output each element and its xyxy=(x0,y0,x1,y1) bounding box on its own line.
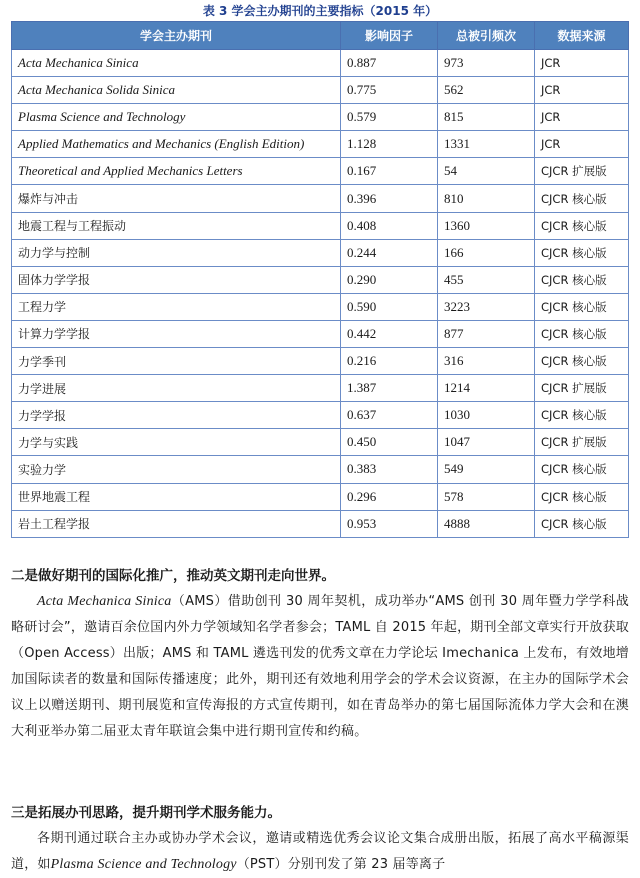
data-source-cell: CJCR 核心版 xyxy=(535,212,629,239)
header-journal: 学会主办期刊 xyxy=(12,22,341,50)
table-row xyxy=(12,50,629,77)
impact-factor-cell: 0.296 xyxy=(341,483,438,510)
paragraph xyxy=(11,589,629,745)
paragraph xyxy=(11,826,629,878)
journal-name-cell: 力学进展 xyxy=(12,375,341,402)
citations-cell: 973 xyxy=(438,50,535,77)
citations-cell: 4888 xyxy=(438,510,535,537)
citations-cell: 1360 xyxy=(438,212,535,239)
impact-factor-cell: 0.383 xyxy=(341,456,438,483)
data-source-cell: CJCR 核心版 xyxy=(535,348,629,375)
journal-name-cell: 动力学与控制 xyxy=(12,239,341,266)
table-row xyxy=(12,483,629,510)
table-row xyxy=(12,185,629,212)
journal-name-cell: Theoretical and Applied Mechanics Letters xyxy=(12,158,341,185)
journal-name-cell: 力学学报 xyxy=(12,402,341,429)
journal-metrics-table xyxy=(11,21,629,538)
table-row xyxy=(12,77,629,104)
journal-name-cell: 世界地震工程 xyxy=(12,483,341,510)
data-source-cell: CJCR 核心版 xyxy=(535,239,629,266)
citations-cell: 1331 xyxy=(438,131,535,158)
data-source-cell: JCR xyxy=(535,77,629,104)
table-header-row xyxy=(12,22,629,50)
header-impact-factor: 影响因子 xyxy=(341,22,438,50)
journal-title-en: Acta Mechanica Sinica xyxy=(37,594,172,609)
data-source-cell: JCR xyxy=(535,104,629,131)
journal-name-cell: 实验力学 xyxy=(12,456,341,483)
table-row xyxy=(12,375,629,402)
data-source-cell: CJCR 核心版 xyxy=(535,293,629,320)
impact-factor-cell: 0.442 xyxy=(341,320,438,347)
journal-name-cell: 工程力学 xyxy=(12,293,341,320)
journal-name-cell: 岩土工程学报 xyxy=(12,510,341,537)
citations-cell: 3223 xyxy=(438,293,535,320)
data-source-cell: CJCR 核心版 xyxy=(535,456,629,483)
journal-name-cell: Acta Mechanica Solida Sinica xyxy=(12,77,341,104)
data-source-cell: JCR xyxy=(535,131,629,158)
impact-factor-cell: 0.637 xyxy=(341,402,438,429)
data-source-cell: CJCR 扩展版 xyxy=(535,375,629,402)
citations-cell: 815 xyxy=(438,104,535,131)
journal-name-cell: Applied Mathematics and Mechanics (English Edition) xyxy=(12,131,341,158)
impact-factor-cell: 0.450 xyxy=(341,429,438,456)
journal-name-cell: Plasma Science and Technology xyxy=(12,104,341,131)
table-row xyxy=(12,104,629,131)
section-heading: 三是拓展办刊思路，提升期刊学术服务能力。 xyxy=(11,805,281,821)
impact-factor-cell: 0.579 xyxy=(341,104,438,131)
section-heading: 二是做好期刊的国际化推广，推动英文期刊走向世界。 xyxy=(11,568,335,584)
data-source-cell: CJCR 核心版 xyxy=(535,483,629,510)
impact-factor-cell: 1.387 xyxy=(341,375,438,402)
citations-cell: 455 xyxy=(438,266,535,293)
paragraph-text: 各期刊通过联合主办或协办学术会议，邀请或精选优秀会议论文集合成册出版，拓展了高水平稿源渠道，如 xyxy=(11,831,629,872)
citations-cell: 316 xyxy=(438,348,535,375)
table-row xyxy=(12,348,629,375)
citations-cell: 578 xyxy=(438,483,535,510)
section-international xyxy=(11,563,629,745)
impact-factor-cell: 0.290 xyxy=(341,266,438,293)
data-source-cell: CJCR 扩展版 xyxy=(535,429,629,456)
citations-cell: 562 xyxy=(438,77,535,104)
paragraph-text: （PST）分别刊发了第 23 届等离子 xyxy=(236,857,446,872)
impact-factor-cell: 0.167 xyxy=(341,158,438,185)
data-source-cell: CJCR 扩展版 xyxy=(535,158,629,185)
table-caption: 表 3 学会主办期刊的主要指标（2015 年） xyxy=(202,4,438,18)
journal-name-cell: 计算力学学报 xyxy=(12,320,341,347)
citations-cell: 877 xyxy=(438,320,535,347)
data-source-cell: CJCR 核心版 xyxy=(535,510,629,537)
data-source-cell: CJCR 核心版 xyxy=(535,266,629,293)
data-source-cell: CJCR 核心版 xyxy=(535,185,629,212)
table-row xyxy=(12,320,629,347)
table-row xyxy=(12,212,629,239)
impact-factor-cell: 0.775 xyxy=(341,77,438,104)
impact-factor-cell: 0.396 xyxy=(341,185,438,212)
journal-name-cell: Acta Mechanica Sinica xyxy=(12,50,341,77)
journal-name-cell: 力学季刊 xyxy=(12,348,341,375)
journal-name-cell: 力学与实践 xyxy=(12,429,341,456)
table-row xyxy=(12,293,629,320)
table-row xyxy=(12,239,629,266)
citations-cell: 1030 xyxy=(438,402,535,429)
impact-factor-cell: 0.408 xyxy=(341,212,438,239)
impact-factor-cell: 0.887 xyxy=(341,50,438,77)
journal-name-cell: 地震工程与工程振动 xyxy=(12,212,341,239)
header-total-citations: 总被引频次 xyxy=(438,22,535,50)
table-row xyxy=(12,158,629,185)
table-row xyxy=(12,456,629,483)
table-row xyxy=(12,131,629,158)
citations-cell: 549 xyxy=(438,456,535,483)
citations-cell: 166 xyxy=(438,239,535,266)
impact-factor-cell: 1.128 xyxy=(341,131,438,158)
impact-factor-cell: 0.953 xyxy=(341,510,438,537)
paragraph-text: （AMS）借助创刊 30 周年契机，成功举办“AMS 创刊 30 周年暨力学学科战略研讨会”，邀请百余位国内外力学领域知名学者参会；TAML 自 2015 年起，期刊全部文章实行开放获取（Open Access）出版；AMS 和 TAML 遴选刊发的优秀文章在力学论坛 Imechanica 上发布，有效地增加国际读者的数量和国际传播速度；此外，期刊还有效地利用学会的学术会议资源，在主办的国际学术会议上以赠送期刊、期刊展览和宣传海报的方式宣传期刊，如在青岛举办的第七届国际流体力学大会和在澳大利亚举办第二届亚太青年联谊会集中进行期刊宣传和约稿。 xyxy=(11,594,629,739)
journal-name-cell: 固体力学学报 xyxy=(12,266,341,293)
citations-cell: 54 xyxy=(438,158,535,185)
citations-cell: 810 xyxy=(438,185,535,212)
table-row xyxy=(12,266,629,293)
data-source-cell: JCR xyxy=(535,50,629,77)
data-source-cell: CJCR 核心版 xyxy=(535,320,629,347)
impact-factor-cell: 0.216 xyxy=(341,348,438,375)
header-data-source: 数据来源 xyxy=(535,22,629,50)
journal-title-en: Plasma Science and Technology xyxy=(50,857,237,872)
section-service xyxy=(11,800,629,878)
citations-cell: 1047 xyxy=(438,429,535,456)
table-row xyxy=(12,429,629,456)
table-row xyxy=(12,402,629,429)
impact-factor-cell: 0.590 xyxy=(341,293,438,320)
journal-name-cell: 爆炸与冲击 xyxy=(12,185,341,212)
table-row xyxy=(12,510,629,537)
data-source-cell: CJCR 核心版 xyxy=(535,402,629,429)
citations-cell: 1214 xyxy=(438,375,535,402)
impact-factor-cell: 0.244 xyxy=(341,239,438,266)
